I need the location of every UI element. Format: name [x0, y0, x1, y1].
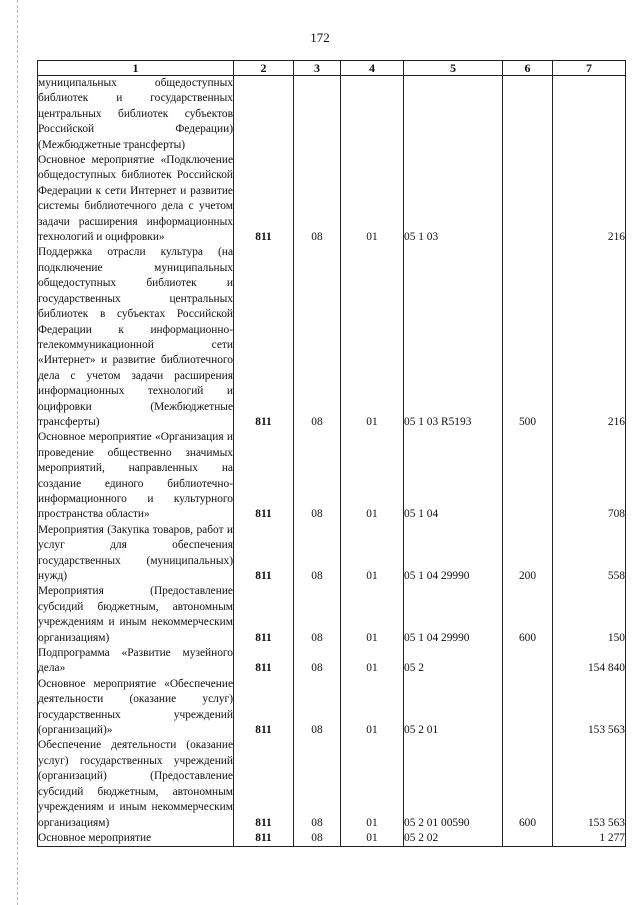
table-row — [38, 523, 626, 585]
header-col-7: 7 — [553, 61, 626, 76]
row-description: Основное мероприятие «Организация и проведение общественно значимых мероприятий, направленных на создание единого библиотечно-информационного и культурного пространства области» — [38, 430, 234, 522]
header-col-6: 6 — [503, 61, 553, 76]
row-target-code: 05 1 03 R5193 — [404, 245, 503, 430]
row-description: Обеспечение деятельности (оказание услуг) государственных учреждений (организаций) (Предоставление субсидий бюджетным, автономным учреждениям и иным некоммерческим организациям) — [38, 738, 234, 830]
row-expense-type — [503, 831, 553, 847]
table-row — [38, 738, 626, 830]
row-expense-type — [503, 430, 553, 522]
row-expense-type — [503, 677, 553, 739]
row-section: 08 — [294, 245, 341, 430]
row-target-code: 05 2 01 — [404, 677, 503, 739]
row-description: Поддержка отрасли культура (на подключение муниципальных общедоступных библиотек и государственных центральных библиотек в субъектах Российской Федерации к информационно-телекоммуникационной сети «Интернет» и развитие библиотечного дела с учетом задачи расширения информационных технологий и оцифровки (Межбюджетные трансферты) — [38, 245, 234, 430]
row-subsection: 01 — [341, 677, 404, 739]
row-ministry-code — [234, 76, 294, 154]
row-amount: 1 277 — [553, 831, 626, 847]
table-row — [38, 677, 626, 739]
row-target-code: 05 1 04 — [404, 430, 503, 522]
row-subsection: 01 — [341, 153, 404, 245]
row-amount: 216 — [553, 153, 626, 245]
header-row — [38, 61, 626, 76]
row-description: Основное мероприятие «Обеспечение деятельности (оказание услуг) государственных учреждений (организаций)» — [38, 677, 234, 739]
row-section: 08 — [294, 646, 341, 677]
row-ministry-code: 811 — [234, 831, 294, 847]
row-section: 08 — [294, 523, 341, 585]
table-row — [38, 584, 626, 646]
row-section: 08 — [294, 153, 341, 245]
row-expense-type: 200 — [503, 523, 553, 585]
row-target-code: 05 1 03 — [404, 153, 503, 245]
row-expense-type: 600 — [503, 738, 553, 830]
row-section: 08 — [294, 430, 341, 522]
row-target-code: 05 2 02 — [404, 831, 503, 847]
row-ministry-code: 811 — [234, 677, 294, 739]
row-expense-type: 600 — [503, 584, 553, 646]
row-subsection: 01 — [341, 584, 404, 646]
row-section: 08 — [294, 738, 341, 830]
table-row — [38, 76, 626, 154]
row-subsection: 01 — [341, 523, 404, 585]
row-target-code: 05 2 01 00590 — [404, 738, 503, 830]
row-expense-type — [503, 153, 553, 245]
row-ministry-code: 811 — [234, 153, 294, 245]
row-subsection: 01 — [341, 831, 404, 847]
row-expense-type: 500 — [503, 245, 553, 430]
row-target-code: 05 1 04 29990 — [404, 523, 503, 585]
table-row — [38, 646, 626, 677]
row-description: Мероприятия (Закупка товаров, работ и услуг для обеспечения государственных (муниципальных) нужд) — [38, 523, 234, 585]
row-target-code — [404, 76, 503, 154]
row-description: Основное мероприятие — [38, 831, 234, 847]
row-ministry-code: 811 — [234, 584, 294, 646]
row-section: 08 — [294, 831, 341, 847]
row-subsection: 01 — [341, 738, 404, 830]
header-col-2: 2 — [234, 61, 294, 76]
row-section: 08 — [294, 677, 341, 739]
row-subsection: 01 — [341, 245, 404, 430]
row-description: Мероприятия (Предоставление субсидий бюджетным, автономным учреждениям и иным некоммерческим организациям) — [38, 584, 234, 646]
row-target-code: 05 2 — [404, 646, 503, 677]
page-number: 172 — [310, 30, 330, 45]
row-amount: 154 840 — [553, 646, 626, 677]
row-amount: 153 563 — [553, 738, 626, 830]
header-col-4: 4 — [341, 61, 404, 76]
row-amount: 216 — [553, 245, 626, 430]
row-subsection — [341, 76, 404, 154]
row-ministry-code: 811 — [234, 430, 294, 522]
row-ministry-code: 811 — [234, 646, 294, 677]
header-col-5: 5 — [404, 61, 503, 76]
row-amount: 708 — [553, 430, 626, 522]
row-description: Подпрограмма «Развитие музейного дела» — [38, 646, 234, 677]
row-target-code: 05 1 04 29990 — [404, 584, 503, 646]
row-ministry-code: 811 — [234, 738, 294, 830]
row-subsection: 01 — [341, 430, 404, 522]
row-section: 08 — [294, 584, 341, 646]
header-col-1: 1 — [38, 61, 234, 76]
table-row — [38, 831, 626, 847]
budget-table — [37, 60, 626, 847]
row-expense-type — [503, 646, 553, 677]
row-expense-type — [503, 76, 553, 154]
table-row — [38, 245, 626, 430]
row-section — [294, 76, 341, 154]
row-description: Основное мероприятие «Подключение общедоступных библиотек Российской Федерации к сети Интернет и развитие системы библиотечного дела с учетом задачи расширения информационных технологий и оцифровки» — [38, 153, 234, 245]
header-col-3: 3 — [294, 61, 341, 76]
row-amount — [553, 76, 626, 154]
row-subsection: 01 — [341, 646, 404, 677]
binding-margin-line — [17, 0, 18, 905]
row-amount: 558 — [553, 523, 626, 585]
row-amount: 153 563 — [553, 677, 626, 739]
table-row — [38, 430, 626, 522]
row-ministry-code: 811 — [234, 245, 294, 430]
row-ministry-code: 811 — [234, 523, 294, 585]
row-amount: 150 — [553, 584, 626, 646]
row-description: муниципальных общедоступных библиотек и государственных центральных библиотек субъектов Российской Федерации) (Межбюджетные трансферты) — [38, 76, 234, 154]
table-row — [38, 153, 626, 245]
